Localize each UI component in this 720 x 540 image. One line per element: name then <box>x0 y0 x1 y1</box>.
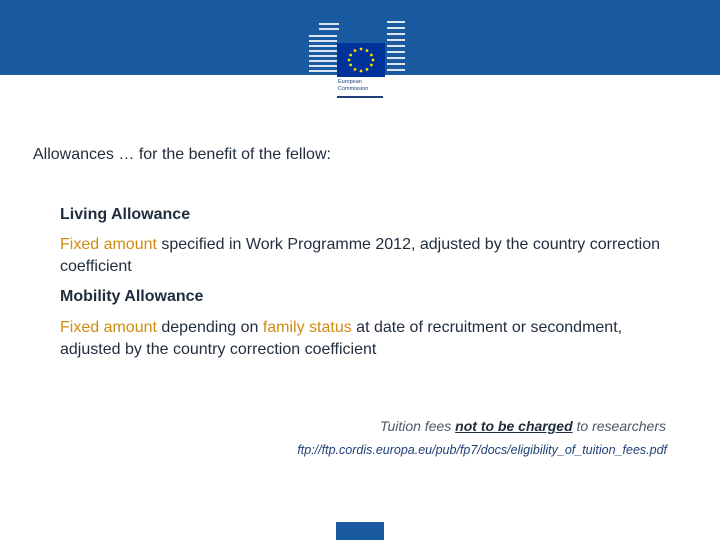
mobility-highlight-2: family status <box>262 319 352 336</box>
tuition-note-prefix: Tuition fees <box>379 418 456 434</box>
footer-block <box>336 522 384 540</box>
tuition-note-suffix: to researchers <box>572 418 666 434</box>
tuition-note <box>380 418 666 434</box>
living-allowance-title: Living Allowance <box>60 206 191 223</box>
mobility-allowance-text <box>60 317 680 361</box>
mobility-highlight-1: Fixed amount <box>60 319 157 336</box>
slide-heading: Allowances … for the benefit of the fellow: <box>33 146 331 163</box>
tuition-note-emphasis: not to be charged <box>455 418 573 434</box>
living-allowance-text <box>60 234 680 278</box>
logo-underline <box>337 96 383 98</box>
mobility-allowance-title: Mobility Allowance <box>60 288 204 305</box>
living-body: specified in Work Programme 2012, adjusted by the country correction coefficient <box>60 236 660 275</box>
mobility-body-1: depending on <box>156 319 263 336</box>
mobility-body-2: at date of recruitment or secondment, adjusted by the country correction coefficient <box>60 319 623 358</box>
tuition-fees-link[interactable]: ftp://ftp.cordis.europa.eu/pub/fp7/docs/eligibility_of_tuition_fees.pdf <box>297 443 667 457</box>
logo-caption-line1: European <box>338 79 362 85</box>
logo-caption-line2: Commission <box>338 86 369 92</box>
living-highlight: Fixed amount <box>60 236 157 253</box>
